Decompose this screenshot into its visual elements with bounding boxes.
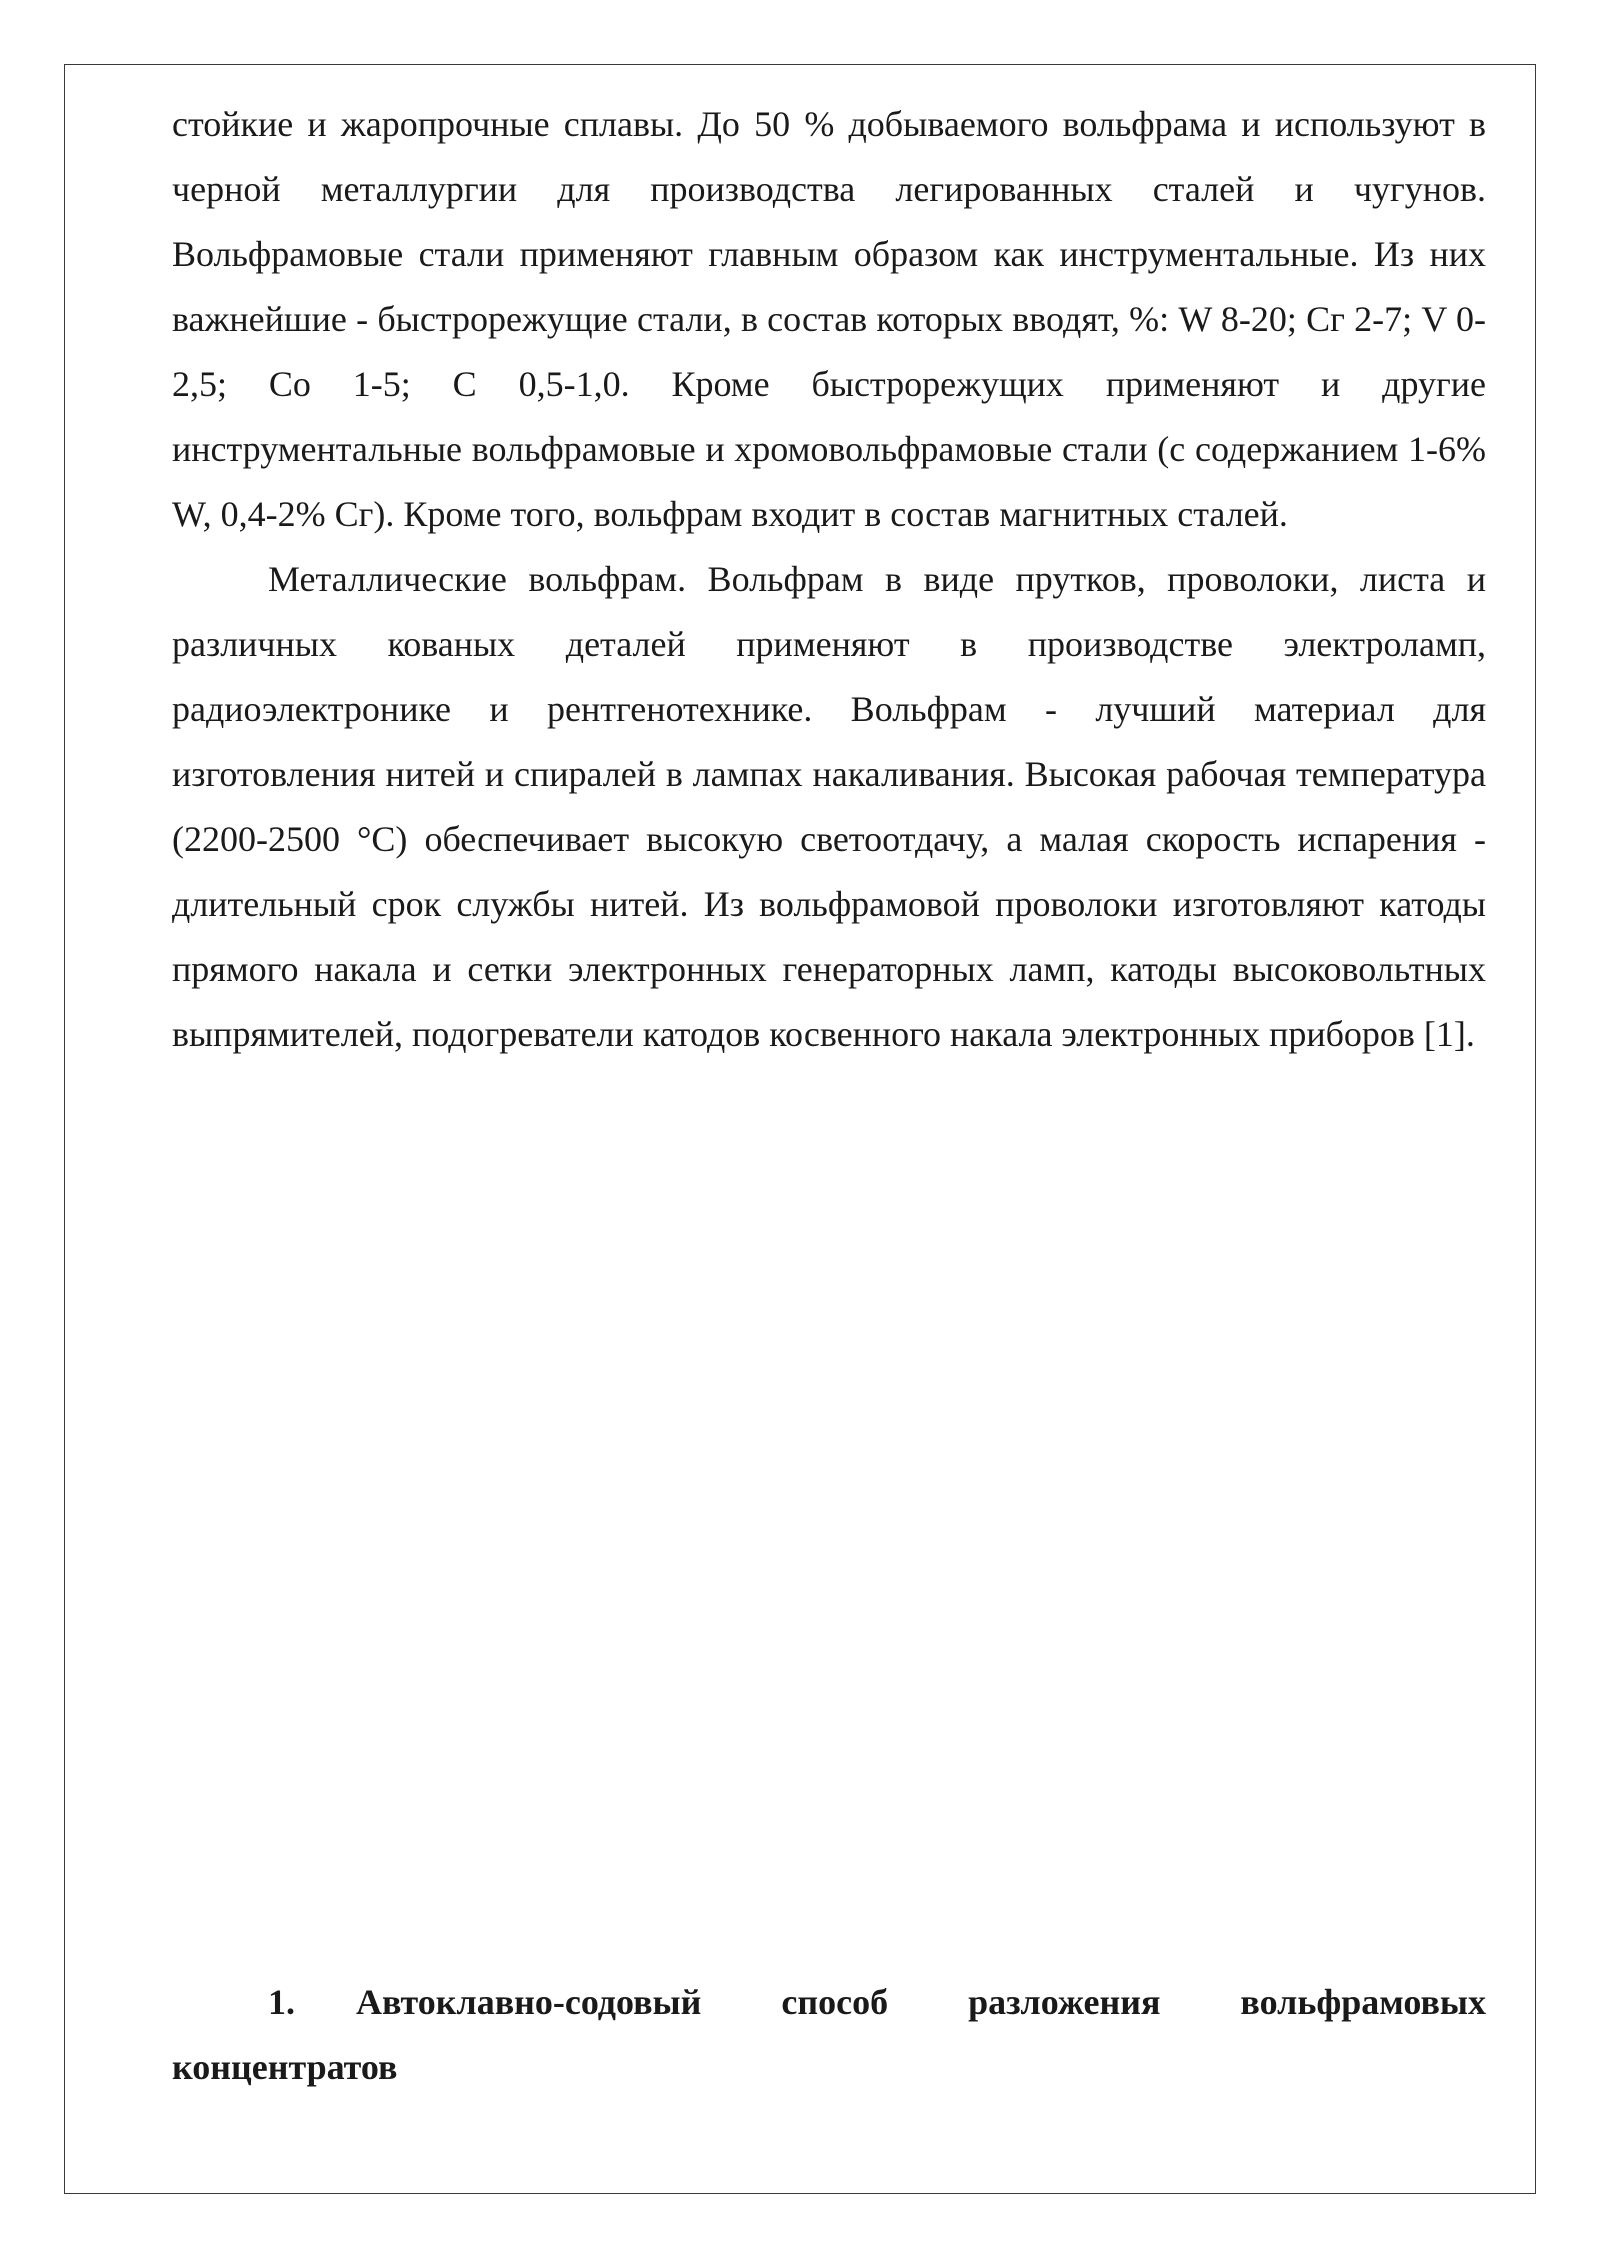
paragraph-continuation: стойкие и жаропрочные сплавы. До 50 % добываемого вольфрама и используют в черной металлургии для производства легированных сталей и чугунов. Вольфрамовые стали применяют главным образом как инструментальные. Из них важнейшие - быстрорежущие стали, в состав которых вводят, %: W 8-20; Сг 2-7; V 0-2,5; Со 1-5; С 0,5-1,0. Кроме быстрорежущих применяют и другие инструментальные вольфрамовые и хромовольфрамовые стали (с содержанием 1-6% W, 0,4-2% Сг). Кроме того, вольфрам входит в состав магнитных сталей.: [172, 104, 1486, 534]
section-heading: [172, 1970, 1486, 2100]
body-text: [172, 92, 1486, 1067]
section-heading-number: 1.: [268, 1982, 295, 2022]
paragraph-metallic-tungsten: Металлические вольфрам. Вольфрам в виде прутков, проволоки, листа и различных кованых деталей применяют в производстве электроламп, радиоэлектронике и рентгенотехнике. Вольфрам - лучший материал для изготовления нитей и спиралей в лампах накаливания. Высокая рабочая температура (2200-2500 °С) обеспечивает высокую светоотдачу, а малая скорость испарения - длительный срок службы нитей. Из вольфрамовой проволоки изготовляют катоды прямого накала и сетки электронных генераторных ламп, катоды высоковольтных выпрямителей, подогреватели катодов косвенного накала электронных приборов [1].: [172, 559, 1486, 1054]
section-heading-title: Автоклавно-содовый способ разложения вольфрамовых концентратов: [172, 1982, 1486, 2087]
